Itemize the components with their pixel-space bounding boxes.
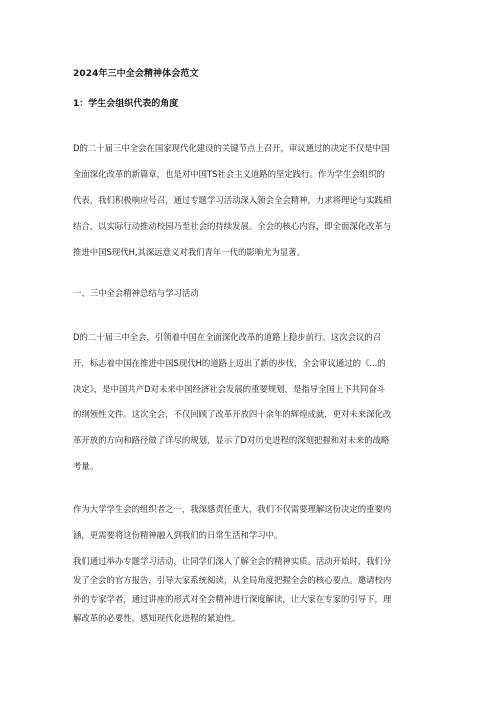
- paragraph-line: D的二十届三中全会在国家现代化建设的关键节点上召开，审议通过的决定不仅是中国: [73, 143, 390, 153]
- paragraph-4: [73, 552, 433, 628]
- paragraph-line: 的纲领性文件。这次全会，不仅回顾了改革开放四十余年的辉煌成就，更对未来深化改: [73, 409, 392, 420]
- paragraph-line: 决定》，是中国共产D对未来中国经济社会发展的重要规划，是指导全国上下共同奋斗: [73, 383, 386, 394]
- paragraph-line: 革开放的方向和路径做了详尽的规划，显示了D对历史进程的深刻把握和对未来的战略: [73, 435, 390, 446]
- paragraph-line: D的二十届三中全会，引领着中国在全面深化改革的道路上稳步前行。这次会议的召: [73, 332, 381, 342]
- paragraph-line: 外的专家学者，通过讲座的形式对全会精神进行深度解读，让大家在专家的引导下，理: [73, 594, 392, 604]
- paragraph-2: [73, 325, 433, 480]
- paragraph-line: 代表，我们积极响应号召，通过专题学习活动深入领会全会精神，力求将理论与实践相: [73, 195, 392, 205]
- paragraph-line: 解改革的必要性，感知现代化进程的紧迫性。: [73, 613, 241, 623]
- paragraph-line: 我们通过举办专题学习活动，让同学们深入了解全会的精神实质。活动开始时，我们分: [73, 556, 392, 566]
- paragraph-line: 全面深化改革的新篇章，也是对中国TS社会主义道路的坚定践行。作为学生会组织的: [73, 169, 385, 179]
- document-title: 2024年三中全会精神体会范文: [73, 69, 199, 79]
- document-subtitle: 1：学生会组织代表的角度: [73, 99, 179, 109]
- paragraph-line: 发了全会的官方报告，引导大家系统阅读，从全局角度把握全会的核心要点。邀请校内: [73, 575, 392, 585]
- paragraph-line: 结合，以实际行动推动校园乃至社会的持续发展。全会的核心内容，即全面深化改革与: [73, 221, 392, 231]
- paragraph-3: [73, 497, 433, 548]
- paragraph-line: 考量。: [73, 460, 99, 471]
- paragraph-line: 推进中国S现代H,其深远意义对我们青年一代的影响尤为显著。: [73, 247, 306, 257]
- paragraph-line: 作为大学学生会的组织者之一，我深感责任重大，我们不仅需要理解这份决定的重要内: [73, 504, 392, 514]
- paragraph-1: [73, 135, 433, 265]
- paragraph-line: 涵，更需要将这份精神融入到我们的日常生活和学习中。: [73, 529, 283, 540]
- paragraph-line: 开，标志着中国在推进中国S现代H的道路上迈出了新的步伐，全会审议通过的《...的: [73, 357, 386, 368]
- section-heading: 一、三中全会精神总结与学习活动: [73, 288, 199, 298]
